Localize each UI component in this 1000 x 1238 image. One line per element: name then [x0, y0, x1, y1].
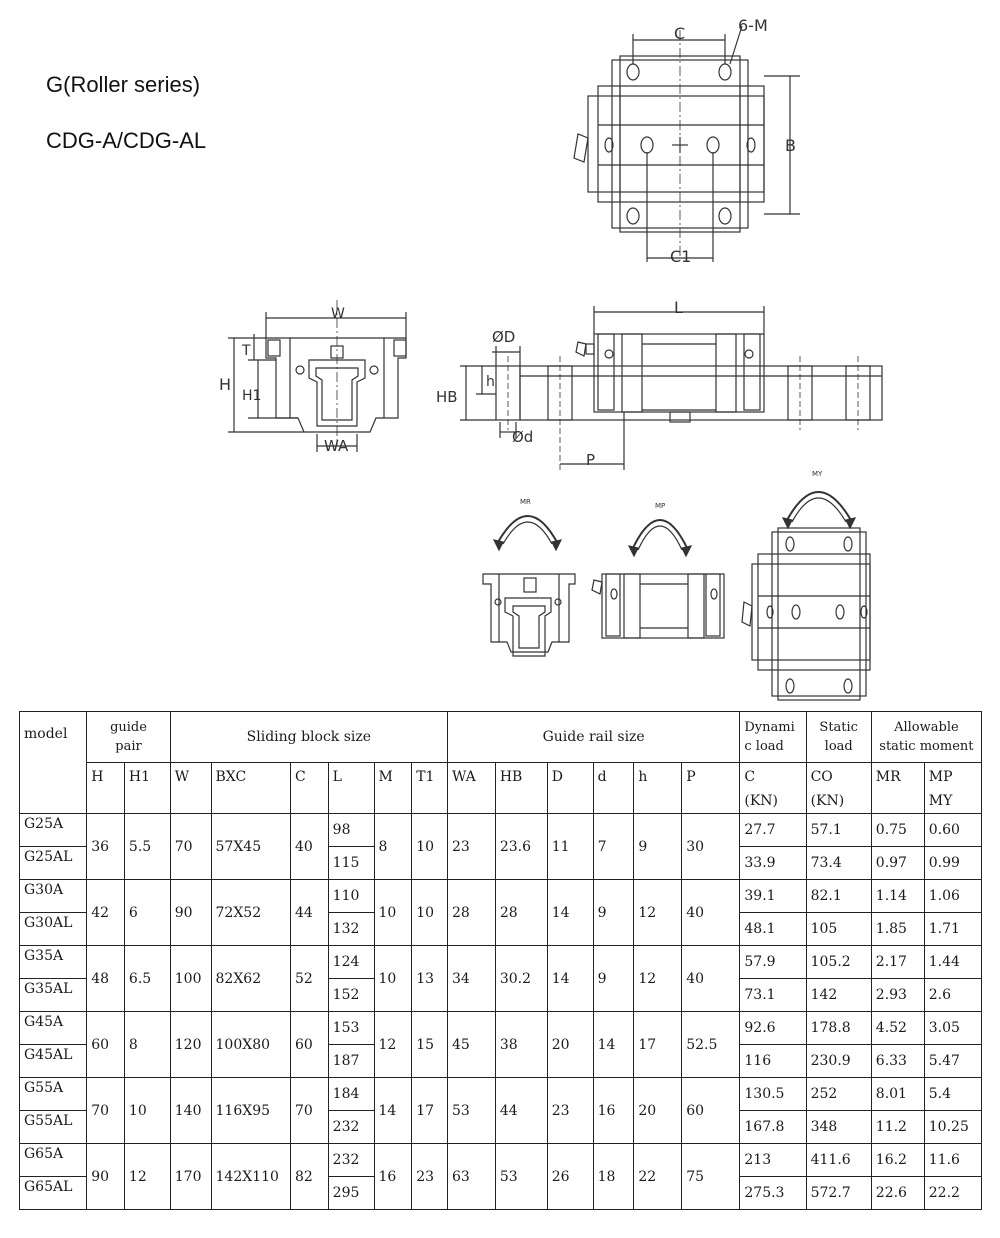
cell-c0: 178.8 — [806, 1012, 871, 1045]
cell-bxc: 57X45 — [211, 814, 290, 880]
cell-w: 140 — [170, 1078, 211, 1144]
dim-label-b: B — [785, 136, 796, 155]
cell-mp: 5.4 — [924, 1078, 981, 1111]
cell-l: 232 — [328, 1111, 374, 1144]
cell-d-big: 20 — [547, 1012, 593, 1078]
cell-mr: 22.6 — [871, 1177, 924, 1210]
cell-h-small: 12 — [634, 880, 682, 946]
cell-c0: 230.9 — [806, 1045, 871, 1078]
cell-c0: 105 — [806, 913, 871, 946]
cell-w: 100 — [170, 946, 211, 1012]
cell-wa: 28 — [447, 880, 495, 946]
cell-mr: 16.2 — [871, 1144, 924, 1177]
subheader-bxc: BXC — [211, 763, 290, 814]
table-row — [20, 1012, 982, 1045]
cell-mp: 0.99 — [924, 847, 981, 880]
cell-d-small: 16 — [593, 1078, 634, 1144]
cell-h: 36 — [87, 814, 125, 880]
subheader-h: H — [87, 763, 125, 814]
dim-label-6m: 6-M — [738, 16, 768, 35]
dim-label-t: T — [242, 343, 251, 359]
cell-d-small: 9 — [593, 946, 634, 1012]
cell-c-dynamic: 92.6 — [740, 1012, 806, 1045]
table-subheader-row — [20, 763, 982, 814]
cell-h-small: 20 — [634, 1078, 682, 1144]
cell-h-small: 9 — [634, 814, 682, 880]
cell-mp: 2.6 — [924, 979, 981, 1012]
cell-m: 8 — [374, 814, 412, 880]
subheader-d-big: D — [547, 763, 593, 814]
dim-label-hb: HB — [436, 388, 458, 406]
cell-mr: 6.33 — [871, 1045, 924, 1078]
cell-d-small: 14 — [593, 1012, 634, 1078]
subheader-mr: MR — [871, 763, 924, 814]
model-cell: G30AL — [20, 913, 87, 946]
cell-c-dynamic: 213 — [740, 1144, 806, 1177]
front-view-drawing — [228, 300, 406, 452]
model-cell: G45AL — [20, 1045, 87, 1078]
subheader-mp-my: MP MY — [924, 763, 981, 814]
cell-c0: 142 — [806, 979, 871, 1012]
cell-c: 70 — [290, 1078, 328, 1144]
cell-w: 90 — [170, 880, 211, 946]
cell-c-dynamic: 39.1 — [740, 880, 806, 913]
cell-mp: 3.05 — [924, 1012, 981, 1045]
model-cell: G35A — [20, 946, 87, 979]
cell-w: 120 — [170, 1012, 211, 1078]
moment-mp-drawing — [592, 520, 724, 638]
cell-wa: 45 — [447, 1012, 495, 1078]
header-allowable-static-moment: Allowable static moment — [871, 712, 981, 763]
cell-mp: 5.47 — [924, 1045, 981, 1078]
cell-bxc: 142X110 — [211, 1144, 290, 1210]
cell-c0: 105.2 — [806, 946, 871, 979]
moment-mp-label: MP — [655, 502, 666, 510]
model-cell: G45A — [20, 1012, 87, 1045]
cell-bxc: 82X62 — [211, 946, 290, 1012]
model-cell: G25AL — [20, 847, 87, 880]
cell-h: 60 — [87, 1012, 125, 1078]
dim-label-p: P — [586, 451, 596, 469]
dim-label-c1: C1 — [670, 247, 692, 266]
cell-l: 110 — [328, 880, 374, 913]
cell-mp: 11.6 — [924, 1144, 981, 1177]
table-body — [20, 814, 982, 1210]
cell-c-dynamic: 116 — [740, 1045, 806, 1078]
cell-d-small: 9 — [593, 880, 634, 946]
subheader-t1: T1 — [412, 763, 448, 814]
subheader-c0-static: CO (KN) — [806, 763, 871, 814]
cell-mr: 0.97 — [871, 847, 924, 880]
cell-bxc: 116X95 — [211, 1078, 290, 1144]
cell-t1: 13 — [412, 946, 448, 1012]
cell-d-big: 11 — [547, 814, 593, 880]
cell-mr: 8.01 — [871, 1078, 924, 1111]
cell-l: 232 — [328, 1144, 374, 1177]
cell-mr: 11.2 — [871, 1111, 924, 1144]
cell-c0: 252 — [806, 1078, 871, 1111]
cell-l: 187 — [328, 1045, 374, 1078]
cell-c0: 572.7 — [806, 1177, 871, 1210]
cell-h1: 6 — [124, 880, 170, 946]
subheader-h-small: h — [634, 763, 682, 814]
model-title: CDG-A/CDG-AL — [46, 128, 207, 153]
cell-c: 40 — [290, 814, 328, 880]
cell-d-small: 7 — [593, 814, 634, 880]
cell-p: 40 — [682, 880, 740, 946]
cell-c-dynamic: 167.8 — [740, 1111, 806, 1144]
series-title: G(Roller series) — [46, 72, 201, 97]
header-guide-rail-size: Guide rail size — [447, 712, 739, 763]
cell-h: 48 — [87, 946, 125, 1012]
cell-wa: 23 — [447, 814, 495, 880]
dim-label-wa: WA — [324, 437, 349, 455]
cell-hb: 38 — [495, 1012, 547, 1078]
cell-p: 40 — [682, 946, 740, 1012]
cell-h-small: 12 — [634, 946, 682, 1012]
cell-mr: 2.93 — [871, 979, 924, 1012]
cell-l: 153 — [328, 1012, 374, 1045]
cell-bxc: 72X52 — [211, 880, 290, 946]
header-sliding-block-size: Sliding block size — [170, 712, 447, 763]
subheader-d-small: d — [593, 763, 634, 814]
cell-w: 70 — [170, 814, 211, 880]
dim-label-phi-small-d: Ød — [512, 428, 534, 446]
cell-bxc: 100X80 — [211, 1012, 290, 1078]
table-header-row — [20, 712, 982, 763]
cell-p: 60 — [682, 1078, 740, 1144]
subheader-l: L — [328, 763, 374, 814]
cell-mr: 4.52 — [871, 1012, 924, 1045]
cell-h: 42 — [87, 880, 125, 946]
top-view-drawing — [574, 26, 800, 262]
cell-d-big: 14 — [547, 880, 593, 946]
moment-mr-label: MR — [520, 498, 531, 506]
cell-t1: 17 — [412, 1078, 448, 1144]
cell-c: 82 — [290, 1144, 328, 1210]
subheader-h1: H1 — [124, 763, 170, 814]
specification-table — [19, 711, 982, 1210]
cell-d-small: 18 — [593, 1144, 634, 1210]
table-row — [20, 946, 982, 979]
cell-hb: 53 — [495, 1144, 547, 1210]
model-cell: G55A — [20, 1078, 87, 1111]
subheader-c-dynamic: C (KN) — [740, 763, 806, 814]
cell-h1: 10 — [124, 1078, 170, 1144]
cell-l: 295 — [328, 1177, 374, 1210]
subheader-w: W — [170, 763, 211, 814]
cell-mp: 1.44 — [924, 946, 981, 979]
cell-t1: 15 — [412, 1012, 448, 1078]
model-cell: G65AL — [20, 1177, 87, 1210]
cell-c0: 348 — [806, 1111, 871, 1144]
cell-p: 75 — [682, 1144, 740, 1210]
cell-l: 98 — [328, 814, 374, 847]
header-model: model — [20, 712, 87, 814]
cell-w: 170 — [170, 1144, 211, 1210]
cell-l: 115 — [328, 847, 374, 880]
cell-m: 10 — [374, 946, 412, 1012]
cell-m: 12 — [374, 1012, 412, 1078]
header-guide-pair: guide pair — [87, 712, 171, 763]
cell-c-dynamic: 73.1 — [740, 979, 806, 1012]
cell-wa: 63 — [447, 1144, 495, 1210]
cell-l: 124 — [328, 946, 374, 979]
dim-label-c: C — [674, 24, 686, 43]
moment-mr-drawing — [483, 516, 575, 656]
subheader-m: M — [374, 763, 412, 814]
table-row — [20, 880, 982, 913]
cell-hb: 23.6 — [495, 814, 547, 880]
model-cell: G35AL — [20, 979, 87, 1012]
subheader-hb: HB — [495, 763, 547, 814]
cell-h1: 12 — [124, 1144, 170, 1210]
table-row — [20, 1078, 982, 1111]
cell-l: 184 — [328, 1078, 374, 1111]
cell-mp: 1.71 — [924, 913, 981, 946]
cell-h: 90 — [87, 1144, 125, 1210]
dim-label-l: L — [674, 298, 683, 317]
table-row — [20, 814, 982, 847]
model-cell: G25A — [20, 814, 87, 847]
cell-mr: 2.17 — [871, 946, 924, 979]
cell-t1: 10 — [412, 880, 448, 946]
cell-mp: 0.60 — [924, 814, 981, 847]
cell-h: 70 — [87, 1078, 125, 1144]
cell-c-dynamic: 275.3 — [740, 1177, 806, 1210]
cell-d-big: 14 — [547, 946, 593, 1012]
table-row — [20, 1144, 982, 1177]
cell-p: 52.5 — [682, 1012, 740, 1078]
cell-l: 152 — [328, 979, 374, 1012]
cell-c0: 82.1 — [806, 880, 871, 913]
cell-c: 60 — [290, 1012, 328, 1078]
subheader-c: C — [290, 763, 328, 814]
cell-h-small: 17 — [634, 1012, 682, 1078]
cell-m: 10 — [374, 880, 412, 946]
cell-t1: 23 — [412, 1144, 448, 1210]
cell-mr: 0.75 — [871, 814, 924, 847]
cell-h1: 8 — [124, 1012, 170, 1078]
subheader-wa: WA — [447, 763, 495, 814]
dim-label-h: H — [219, 375, 232, 394]
model-cell: G55AL — [20, 1111, 87, 1144]
cell-mr: 1.85 — [871, 913, 924, 946]
dim-label-h-small: h — [486, 374, 495, 390]
cell-c-dynamic: 57.9 — [740, 946, 806, 979]
cell-d-big: 23 — [547, 1078, 593, 1144]
cell-d-big: 26 — [547, 1144, 593, 1210]
cell-c-dynamic: 130.5 — [740, 1078, 806, 1111]
cell-c-dynamic: 48.1 — [740, 913, 806, 946]
cell-wa: 34 — [447, 946, 495, 1012]
cell-l: 132 — [328, 913, 374, 946]
subheader-p: P — [682, 763, 740, 814]
header-static-load: Static load — [806, 712, 871, 763]
cell-c0: 57.1 — [806, 814, 871, 847]
cell-c-dynamic: 33.9 — [740, 847, 806, 880]
cell-c-dynamic: 27.7 — [740, 814, 806, 847]
dim-label-phi-big-d: ØD — [492, 328, 516, 346]
header-dynamic-load: Dynami c load — [740, 712, 806, 763]
cell-m: 16 — [374, 1144, 412, 1210]
cell-t1: 10 — [412, 814, 448, 880]
cell-m: 14 — [374, 1078, 412, 1144]
moment-my-label: MY — [812, 470, 823, 478]
cell-p: 30 — [682, 814, 740, 880]
cell-h1: 5.5 — [124, 814, 170, 880]
cell-h-small: 22 — [634, 1144, 682, 1210]
cell-hb: 28 — [495, 880, 547, 946]
cell-c0: 411.6 — [806, 1144, 871, 1177]
dim-label-w: W — [331, 306, 345, 322]
cell-c: 52 — [290, 946, 328, 1012]
cell-mp: 22.2 — [924, 1177, 981, 1210]
cell-mr: 1.14 — [871, 880, 924, 913]
model-cell: G30A — [20, 880, 87, 913]
cell-wa: 53 — [447, 1078, 495, 1144]
dim-label-h1: H1 — [242, 388, 262, 404]
cell-hb: 44 — [495, 1078, 547, 1144]
cell-c0: 73.4 — [806, 847, 871, 880]
cell-h1: 6.5 — [124, 946, 170, 1012]
model-cell: G65A — [20, 1144, 87, 1177]
moment-my-drawing — [742, 492, 870, 700]
cell-hb: 30.2 — [495, 946, 547, 1012]
cell-c: 44 — [290, 880, 328, 946]
cell-mp: 10.25 — [924, 1111, 981, 1144]
cell-mp: 1.06 — [924, 880, 981, 913]
